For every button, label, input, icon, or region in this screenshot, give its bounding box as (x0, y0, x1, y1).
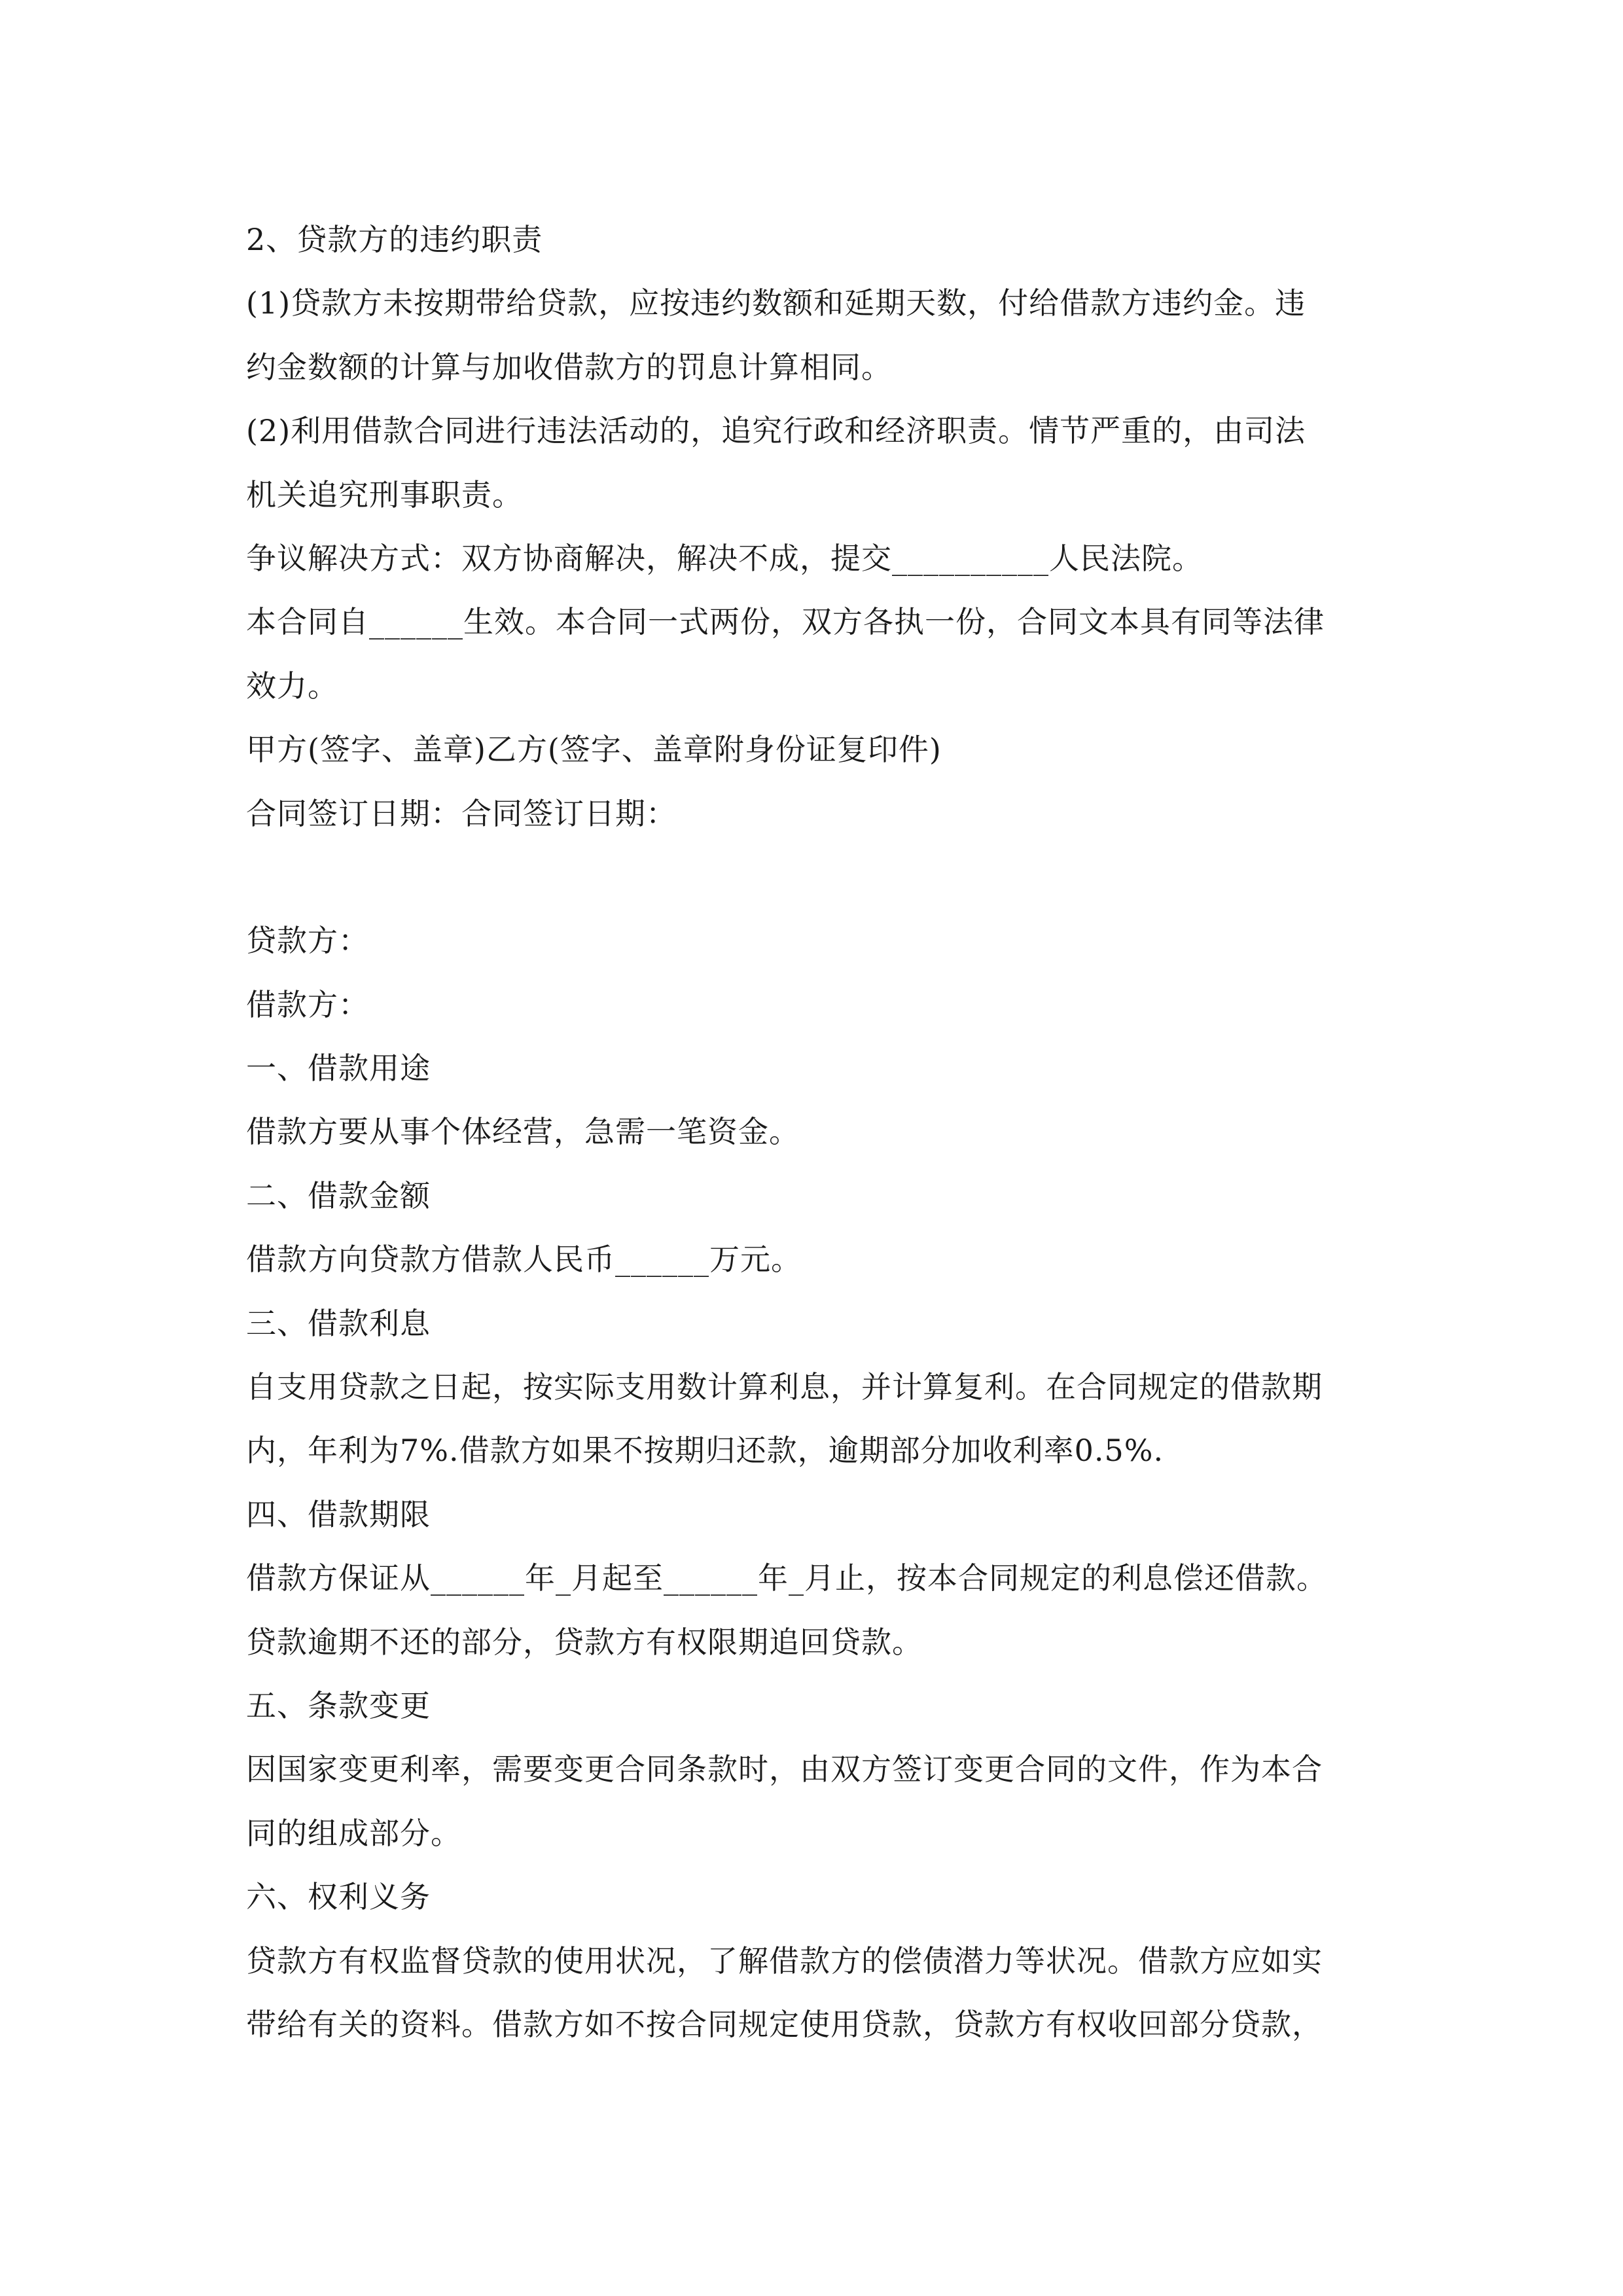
paragraph-line: 机关追究刑事职责。 (246, 476, 523, 512)
paragraph-line: 效力。 (246, 668, 338, 704)
section-heading: 六、权利义务 (246, 1879, 431, 1915)
borrower-line: 借款方： (246, 986, 369, 1022)
paragraph-line: 争议解决方式：双方协商解决，解决不成，提交__________人民法院。 (246, 540, 1203, 576)
section-heading: 一、借款用途 (246, 1050, 431, 1086)
paragraph-line: 带给有关的资料。借款方如不按合同规定使用贷款，贷款方有权收回部分贷款， (246, 2006, 1323, 2042)
section-heading: 二、借款金额 (246, 1177, 431, 1213)
paragraph-line: (1)贷款方未按期带给贷款，应按违约数额和延期天数，付给借款方违约金。违 (246, 285, 1306, 321)
lender-line: 贷款方： (246, 923, 369, 959)
paragraph-line: 借款方要从事个体经营，急需一笔资金。 (246, 1114, 800, 1150)
paragraph-line: 同的组成部分。 (246, 1815, 461, 1851)
paragraph-line: (2)利用借款合同进行违法活动的，追究行政和经济职责。情节严重的，由司法 (246, 413, 1306, 449)
paragraph-line: 内，年利为7%.借款方如果不按期归还款，逾期部分加收利率0.5%. (246, 1433, 1164, 1469)
paragraph-line: 借款方向贷款方借款人民币______万元。 (246, 1242, 802, 1278)
blank-line (246, 846, 1411, 909)
date-line: 合同签订日期：合同签订日期： (246, 795, 677, 831)
paragraph-line: 自支用贷款之日起，按实际支用数计算利息，并计算复利。在合同规定的借款期 (246, 1369, 1323, 1405)
section-heading: 四、借款期限 (246, 1496, 431, 1532)
document-body (246, 208, 1411, 2056)
paragraph-line: 因国家变更利率，需要变更合同条款时，由双方签订变更合同的文件，作为本合 (246, 1751, 1323, 1787)
signature-line: 甲方(签字、盖章)乙方(签字、盖章附身份证复印件) (246, 732, 942, 768)
paragraph-line: 贷款方有权监督贷款的使用状况，了解借款方的偿债潜力等状况。借款方应如实 (246, 1943, 1323, 1979)
section-heading: 三、借款利息 (246, 1305, 431, 1341)
section-heading: 五、条款变更 (246, 1687, 431, 1723)
paragraph-line: 约金数额的计算与加收借款方的罚息计算相同。 (246, 349, 892, 385)
paragraph-line: 借款方保证从______年_月起至______年_月止，按本合同规定的利息偿还借款。 (246, 1560, 1327, 1596)
paragraph-line: 本合同自______生效。本合同一式两份，双方各执一份，合同文本具有同等法律 (246, 604, 1325, 640)
clause-heading: 2、贷款方的违约职责 (246, 222, 543, 257)
paragraph-line: 贷款逾期不还的部分，贷款方有权限期追回贷款。 (246, 1624, 923, 1660)
